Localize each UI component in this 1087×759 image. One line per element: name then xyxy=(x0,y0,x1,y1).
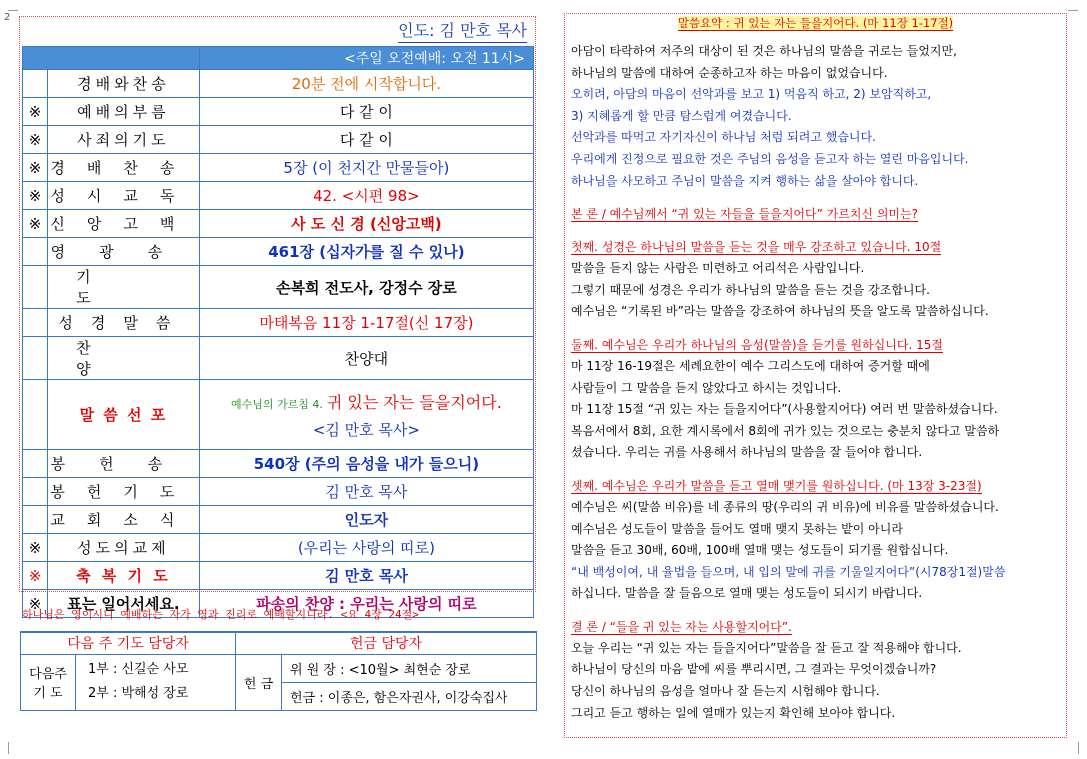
order-value: 인도자 xyxy=(199,506,533,534)
table-row xyxy=(23,154,534,182)
table-row xyxy=(21,654,537,682)
order-item: 성경말씀 xyxy=(47,309,199,337)
table-row xyxy=(23,98,534,126)
crop-mark xyxy=(8,742,9,754)
stand-note: 표는 일어서세요. xyxy=(47,590,199,618)
summary-line: 하십니다. 말씀을 잘 들음으로 열매 맺는 성도들이 되시기 바랍니다. xyxy=(571,586,923,601)
summary-line: 그렇기 때문에 성경은 우리가 하나님의 말씀을 듣는 것을 강조합니다. xyxy=(571,282,930,297)
summary-line: 복음서에서 8회, 요한 계시록에서 8회에 귀가 있는 것으로는 충분치 않다고 말씀하 xyxy=(571,423,1000,438)
order-item: 신앙고백 xyxy=(47,210,199,238)
committee-chair: 위 원 장 : <10월> 최현순 장로 xyxy=(282,654,537,682)
order-value: 461장 (십자가를 질 수 있나) xyxy=(199,238,533,266)
order-item: 예배의부름 xyxy=(47,98,199,126)
table-row xyxy=(23,534,534,562)
summary-line: 예수님은 성도들이 말씀을 들어도 열매 맺지 못하는 밭이 아니라 xyxy=(571,521,903,536)
order-value: 손복희 전도사, 강정수 장로 xyxy=(199,266,533,309)
summary-line: 하나님의 말씀에 대하여 순종하고자 하는 마음이 없었습니다. xyxy=(571,65,888,80)
stand-mark: ※ xyxy=(23,182,48,210)
order-value: 김 만호 목사 xyxy=(199,562,533,590)
summary-line: 하나님을 사모하고 주님이 말씀을 지켜 행하는 삶을 살아야 합니다. xyxy=(571,173,919,188)
conclusion-section xyxy=(565,638,1066,724)
table-row xyxy=(23,506,534,534)
sermon-summary-panel xyxy=(564,13,1067,738)
order-value: 다 같 이 xyxy=(199,98,533,126)
summary-line: 예수님은 “기록된 바”라는 말씀을 강조하여 하나님의 뜻을 알도록 말씀하십니다. xyxy=(571,304,989,319)
offering-names: 헌금 : 이종은, 함은자권사, 이강숙집사 xyxy=(282,682,537,710)
service-leader: 인도: 김 만호 목사 xyxy=(398,20,527,43)
stand-mark: ※ xyxy=(23,126,48,154)
worship-order-panel xyxy=(19,16,536,613)
stand-mark: ※ xyxy=(23,534,48,562)
duty-table xyxy=(20,631,537,711)
worship-order-table xyxy=(22,46,534,618)
stand-mark: ※ xyxy=(23,210,48,238)
table-row xyxy=(23,126,534,154)
summary-line: 예수님은 씨(말씀 비유)를 네 종류의 땅(우리의 귀 비유)에 비유를 말씀하셨습니다. xyxy=(571,499,999,514)
order-value: 20분 전에 시작합니다. xyxy=(199,70,533,98)
stand-mark: ※ xyxy=(23,98,48,126)
order-item: 찬양 xyxy=(47,337,199,380)
crop-mark xyxy=(8,10,18,11)
order-value: 찬양대 xyxy=(199,337,533,380)
sermon-title: 귀 있는 자는 들을지어다. xyxy=(326,392,502,412)
summary-line: 선악과를 따먹고 자기자신이 하나님 처럼 되려고 했습니다. xyxy=(571,130,876,145)
sermon-info xyxy=(199,380,533,450)
second-section xyxy=(565,356,1066,464)
order-value: 540장 (주의 음성을 내가 들으니) xyxy=(199,450,533,478)
stand-mark: ※ xyxy=(23,590,48,618)
third-heading: 셋째. 예수님은 우리가 말씀을 듣고 열매 맺기를 원하십니다. (마 13장 3-23절) xyxy=(571,478,982,493)
table-row xyxy=(23,70,534,98)
summary-line: 그리고 듣고 행하는 일에 열매가 있는지 확인해 보아야 합니다. xyxy=(571,705,896,720)
order-item: 봉헌송 xyxy=(47,450,199,478)
stand-mark: ※ xyxy=(23,154,48,182)
order-value: (우리는 사랑의 띠로) xyxy=(199,534,533,562)
table-row xyxy=(23,562,534,590)
order-item: 기도 xyxy=(47,266,199,309)
table-row xyxy=(23,210,534,238)
third-section xyxy=(565,497,1066,605)
prayer-duty-header: 다음 주 기도 담당자 xyxy=(21,632,236,654)
scripture-verse: 하나님은 영이시니 예배하는 자가 영과 진리로 예배할지니라. <요 4장 24절> xyxy=(22,608,419,621)
crop-mark xyxy=(1078,742,1079,754)
summary-line: 마 11장 16-19절은 세례요한이 예수 그리스도에 대하여 증거할 때에 xyxy=(571,358,930,373)
sermon-series: 예수님의 가르침 4. xyxy=(231,397,323,411)
summary-line: 하나님이 당신의 마음 밭에 씨를 뿌리시면, 그 결과는 무엇이겠습니까? xyxy=(571,662,937,677)
table-row xyxy=(23,450,534,478)
first-heading: 첫째. 성경은 하나님의 말씀을 듣는 것을 매우 강조하고 있습니다. 10절 xyxy=(571,240,942,255)
table-row xyxy=(23,238,534,266)
first-section xyxy=(565,258,1066,323)
order-item: 사죄의기도 xyxy=(47,126,199,154)
order-item: 축 복 기 도 xyxy=(47,562,199,590)
summary-title: 말씀요약 : 귀 있는 자는 들을지어다. (마 11장 1-17절) xyxy=(677,16,954,30)
prayer-label: 다음주 기 도 xyxy=(21,654,76,710)
order-value: 다 같 이 xyxy=(199,126,533,154)
table-header-row xyxy=(23,47,534,70)
table-row xyxy=(23,478,534,506)
summary-line: 말씀을 듣지 않는 사람은 미련하고 어리석은 사람입니다. xyxy=(571,261,865,276)
second-heading: 둘째. 예수님은 우리가 하나님의 음성(말씀)을 듣기를 원하십니다. 15절 xyxy=(571,337,943,352)
summary-line: 3) 지혜롭게 할 만큼 탐스럽게 여겼습니다. xyxy=(571,108,792,123)
sermon-preacher: <김 만호 목사> xyxy=(312,420,420,439)
order-value: 마태복음 11장 1-17절(신 17장) xyxy=(199,309,533,337)
order-value: 김 만호 목사 xyxy=(199,478,533,506)
order-value: 42. <시편 98> xyxy=(199,182,533,210)
stand-mark: ※ xyxy=(23,562,48,590)
table-row xyxy=(23,309,534,337)
order-item: 교회소식 xyxy=(47,506,199,534)
summary-line: 말씀을 듣고 30배, 60배, 100배 열매 맺는 성도들이 되기를 원합십니다. xyxy=(571,543,949,558)
order-item: 경배찬송 xyxy=(47,154,199,182)
main-heading: 본 론 / 예수님께서 “귀 있는 자들을 들을지어다” 가르치신 의미는? xyxy=(571,207,918,222)
order-value: 파송의 찬양 : 우리는 사랑의 띠로 xyxy=(199,590,533,618)
table-row xyxy=(23,182,534,210)
order-item: 성도의교제 xyxy=(47,534,199,562)
summary-line: 사람들이 그 말씀을 듣지 않았다고 하시는 것입니다. xyxy=(571,380,842,395)
summary-line: 당신이 하나님의 음성을 얼마나 잘 듣는지 시험해야 합니다. xyxy=(571,684,880,699)
offering-duty-header: 헌금 담당자 xyxy=(236,632,537,654)
order-value: 사 도 신 경 (신앙고백) xyxy=(199,210,533,238)
order-item: 경배와찬송 xyxy=(47,70,199,98)
summary-line: 오늘 우리는 “귀 있는 자는 들을지어다”말씀을 잘 듣고 잘 적용해야 합니다. xyxy=(571,640,962,655)
page-number: 2 xyxy=(4,12,11,23)
table-row xyxy=(23,266,534,309)
duty-header-row xyxy=(21,632,537,654)
order-item: 영광송 xyxy=(47,238,199,266)
summary-line: “내 백성이여, 내 율법을 들으며, 내 입의 말에 귀를 기울일지어다”(시78장1절)말씀 xyxy=(571,564,1006,579)
summary-line: 마 11장 15절 “귀 있는 자는 들을지어다”(사용할지어다) 여러 번 말씀하셨습니다. xyxy=(571,402,998,417)
order-item: 성시교독 xyxy=(47,182,199,210)
sermon-row xyxy=(23,380,534,450)
crop-mark xyxy=(1068,10,1078,11)
order-item: 봉헌기도 xyxy=(47,478,199,506)
summary-line: 우리에게 진정으로 필요한 것은 주님의 음성을 듣고자 하는 열린 마음입니다. xyxy=(571,151,969,166)
conclusion-heading: 결 론 / “들을 귀 있는 자는 사용할지어다”. xyxy=(571,619,792,634)
service-time: <주일 오전예배: 오전 11시> xyxy=(199,47,533,70)
summary-line: 아담이 타락하여 저주의 대상이 된 것은 하나님의 말씀을 귀로는 들었지만, xyxy=(571,44,957,58)
prayer-names: 1부 : 신길순 사모 2부 : 박해성 장로 xyxy=(76,654,236,710)
order-value: 5장 (이 천지간 만물들아) xyxy=(199,154,533,182)
offering-label: 헌 금 xyxy=(236,654,282,710)
sermon-label: 말 씀 선 포 xyxy=(47,380,199,450)
intro-section xyxy=(565,41,1066,192)
table-row xyxy=(23,337,534,380)
summary-line: 오히려, 아담의 마음이 선악과를 보고 1) 먹음직 하고, 2) 보암직하고, xyxy=(571,87,932,102)
summary-line: 셨습니다. 우리는 귀를 사용해서 하나님의 말씀을 잘 들어야 합니다. xyxy=(571,445,923,460)
